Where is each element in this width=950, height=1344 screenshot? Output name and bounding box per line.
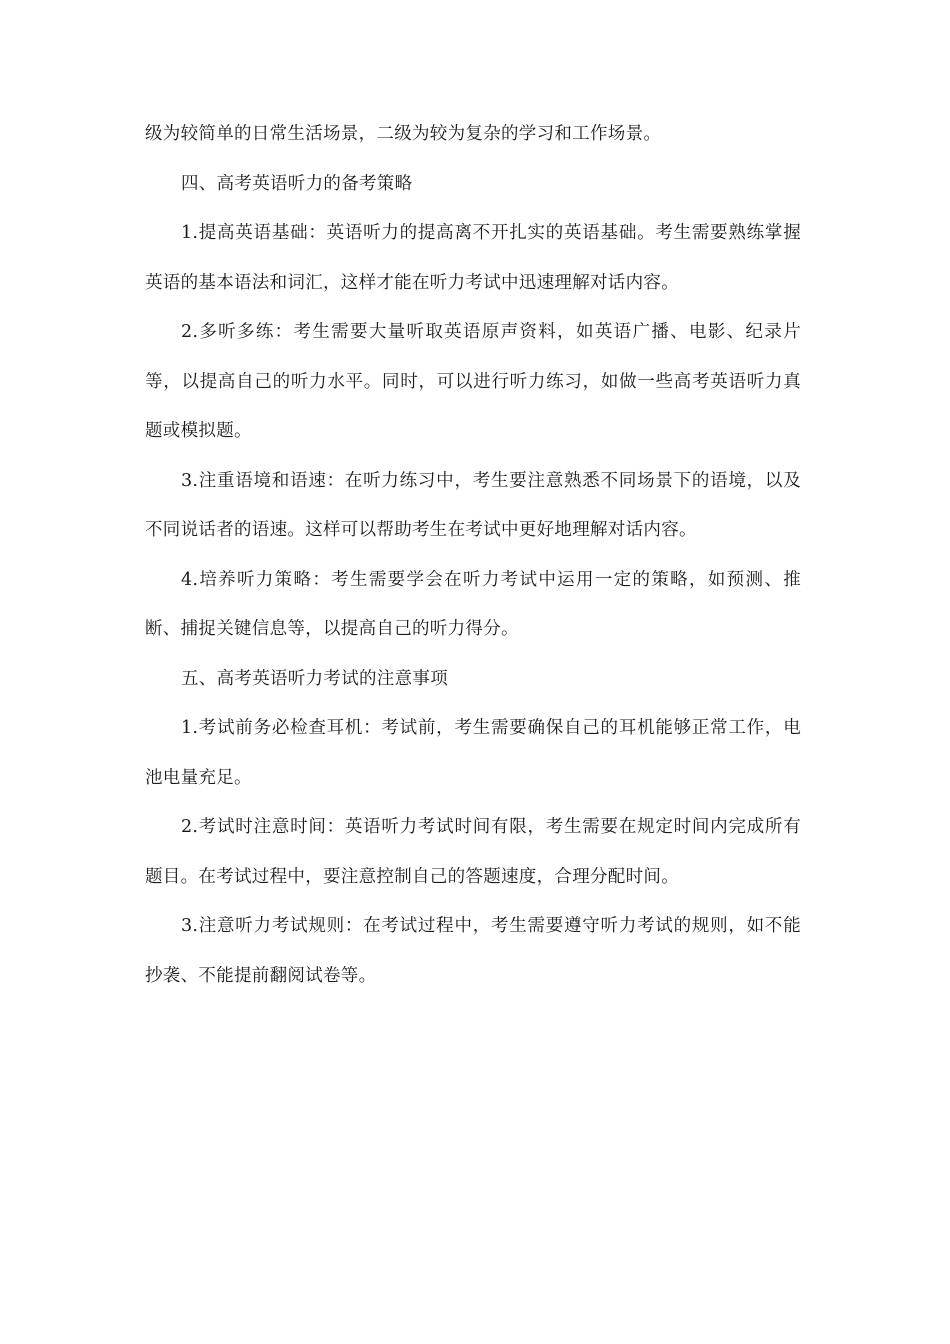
paragraph-strategy-1: 1.提高英语基础：英语听力的提高离不开扎实的英语基础。考生需要熟练掌握英语的基本语法和词汇，这样才能在听力考试中迅速理解对话内容。 [145,223,801,293]
paragraph-notice-1: 1.考试前务必检查耳机：考试前，考生需要确保自己的耳机能够正常工作，电池电量充足。 [145,718,801,788]
section-heading-4: 四、高考英语听力的备考策略 [181,173,413,194]
document-body [145,110,801,1001]
paragraph-strategy-2: 2.多听多练：考生需要大量听取英语原声资料，如英语广播、电影、纪录片等，以提高自己的听力水平。同时，可以进行听力练习，如做一些高考英语听力真题或模拟题。 [145,322,801,441]
paragraph-strategy-4: 4.培养听力策略：考生需要学会在听力考试中运用一定的策略，如预测、推断、捕捉关键信息等，以提高自己的听力得分。 [145,569,801,639]
paragraph-notice-2: 2.考试时注意时间：英语听力考试时间有限，考生需要在规定时间内完成所有题目。在考试过程中，要注意控制自己的答题速度，合理分配时间。 [145,817,801,887]
paragraph-strategy-3: 3.注重语境和语速：在听力练习中，考生要注意熟悉不同场景下的语境，以及不同说话者的语速。这样可以帮助考生在考试中更好地理解对话内容。 [145,470,801,540]
section-heading-5: 五、高考英语听力考试的注意事项 [181,668,448,689]
paragraph-continuation: 级为较简单的日常生活场景，二级为较为复杂的学习和工作场景。 [145,124,662,144]
paragraph-notice-3: 3.注意听力考试规则：在考试过程中，考生需要遵守听力考试的规则，如不能抄袭、不能提前翻阅试卷等。 [145,916,801,986]
